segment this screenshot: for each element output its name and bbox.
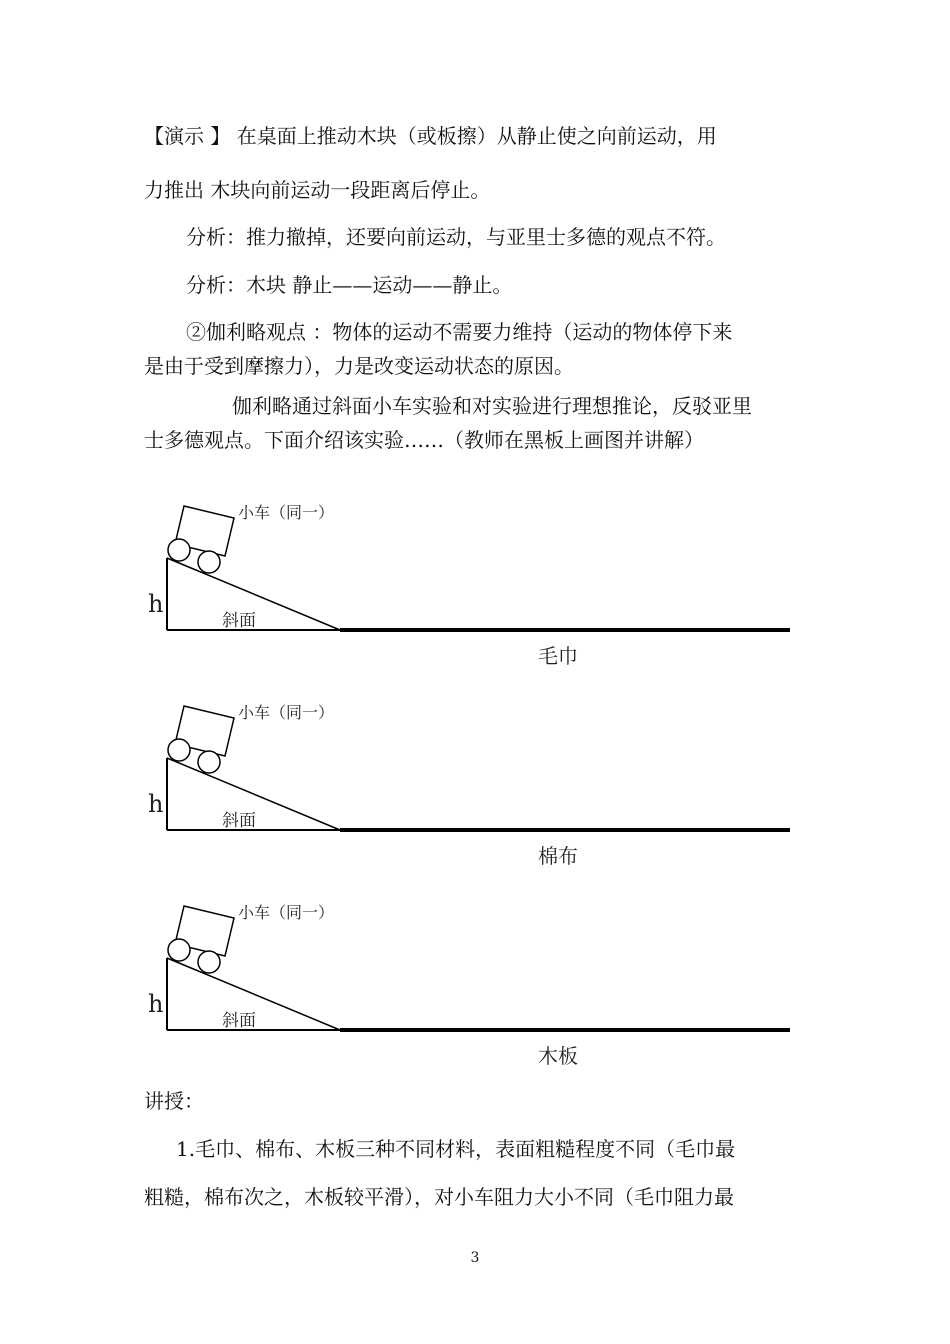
car-label: 小车（同一） <box>238 703 335 722</box>
slope-label: 斜面 <box>222 811 256 831</box>
surface-label: 毛巾 <box>538 644 578 668</box>
galileo-view-line-1: ②伽利略观点 ：物体的运动不需要力维持（运动的物体停下来 <box>186 320 733 344</box>
car-wheel <box>198 951 220 973</box>
galileo-view-line-2: 是由于受到摩擦力），力是改变运动状态的原因。 <box>144 354 574 378</box>
analysis-line-2: 分析：木块 静止——运动——静止。 <box>186 273 513 297</box>
point-1-line-2: 粗糙，棉布次之，木板较平滑），对小车阻力大小不同（毛巾阻力最 <box>144 1185 734 1209</box>
demo-continuation: 力推出 木块向前运动一段距离后停止。 <box>144 178 491 202</box>
experiment-line-1: 伽利略通过斜面小车实验和对实验进行理想推论，反驳亚里 <box>232 394 752 418</box>
incline-diagram <box>140 500 800 685</box>
car-label: 小车（同一） <box>238 903 335 922</box>
incline-figure-towel <box>140 500 800 685</box>
car-wheel <box>168 539 190 561</box>
car-wheel <box>198 551 220 573</box>
height-label: h <box>148 590 164 618</box>
surface-label: 木板 <box>538 1044 578 1068</box>
lecture-heading: 讲授： <box>144 1089 204 1113</box>
surface-label: 棉布 <box>538 844 578 868</box>
slope-label: 斜面 <box>222 1011 256 1031</box>
incline-figure-cotton <box>140 700 800 885</box>
experiment-line-2: 士多德观点。下面介绍该实验……（教师在黑板上画图并讲解） <box>144 428 704 452</box>
slope-label: 斜面 <box>222 611 256 631</box>
incline-diagram <box>140 900 800 1085</box>
car-wheel <box>168 739 190 761</box>
incline-diagram <box>140 700 800 885</box>
page-number: 3 <box>470 1250 480 1266</box>
incline-figure-wood <box>140 900 800 1085</box>
height-label: h <box>148 790 164 818</box>
point-1-line-1: 1.毛巾、棉布、木板三种不同材料，表面粗糙程度不同（毛巾最 <box>176 1137 736 1161</box>
car-wheel <box>198 751 220 773</box>
analysis-line-1: 分析：推力撤掉，还要向前运动，与亚里士多德的观点不符。 <box>186 225 726 249</box>
height-label: h <box>148 990 164 1018</box>
demo-line: 【演示 】 在桌面上推动木块（或板擦）从静止使之向前运动，用 <box>144 124 717 148</box>
car-wheel <box>168 939 190 961</box>
car-label: 小车（同一） <box>238 503 335 522</box>
